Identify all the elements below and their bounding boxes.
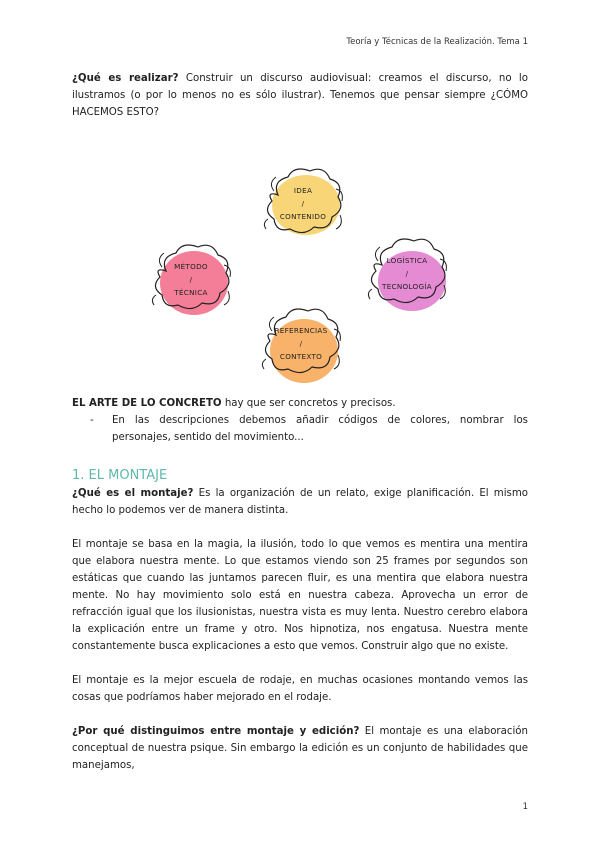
edicion-question: ¿Por qué distinguimos entre montaje y edición? (72, 726, 360, 737)
montaje-answer: Es la organización de un relato, exige planificación. El mismo hecho lo podemos ver de manera distinta. (72, 488, 529, 516)
cloud-logistica (364, 237, 450, 309)
intro-text: Construir un discurso audiovisual: creamos el discurso, no lo ilustramos (o por lo menos no es sólo ilustrar). Tenemos que pensar siempre ¿CÓMO HACEMOS ESTO? (72, 73, 528, 118)
concept-diagram (72, 125, 528, 385)
cloud-idea (260, 167, 346, 239)
page-header: Teoría y Técnicas de la Realización. Tema 1 (346, 37, 528, 47)
cloud-metodo (148, 243, 234, 315)
intro-paragraph (72, 70, 528, 121)
section-title: 1. EL MONTAJE (72, 468, 168, 483)
cloud-label: REFERENCIAS / CONTEXTO (274, 325, 328, 361)
concrete-paragraph (72, 395, 528, 412)
montaje-question-paragraph (72, 485, 528, 519)
cloud-label: IDEA / CONTENIDO (279, 185, 327, 221)
page-content (72, 70, 528, 774)
edicion-answer: El montaje es una elaboración conceptual de nuestra psique. Sin embargo la edición es un conjunto de habilidades que manejamos, (72, 726, 528, 771)
concrete-heading: EL ARTE DE LO CONCRETO (72, 398, 222, 409)
page-number: 1 (522, 802, 528, 812)
cloud-label: MÉTODO / TÉCNICA (174, 261, 208, 297)
cloud-referencias (258, 307, 344, 379)
concrete-text: hay que ser concretos y precisos. (221, 398, 396, 409)
montaje-paragraph-2: El montaje es la mejor escuela de rodaje, en muchas ocasiones montando vemos las cosas que podríamos haber mejorado en el rodaje. (72, 675, 528, 703)
montaje-question: ¿Qué es el montaje? (72, 488, 194, 499)
edicion-question-paragraph (72, 723, 528, 774)
bullet-dash: - (90, 415, 94, 426)
list-item (90, 412, 528, 446)
intro-question: ¿Qué es realizar? (72, 73, 179, 84)
montaje-paragraph-1: El montaje se basa en la magia, la ilusión, todo lo que vemos es mentira una mentira que elabora nuestra mente. Lo que estamos viendo son 25 frames por segundos son estáticas que cuando las juntamos parecen fluir, es una mentira que elabora nuestra mente. No hay movimiento solo está en nuestra cabeza. Aprovecha un error de refracción igual que los ilusionistas, nuestra vista es muy lenta. Nuestro cerebro elabora la explicación entre un frame y otro. Nos hipnotiza, nos engatusa. Nuestra mente constantemente busca explicaciones a esto que vemos. Construir algo que no existe. (72, 539, 528, 652)
cloud-label: LOGÍSTICA / TECNOLOGÍA (382, 255, 432, 291)
bullet-text: En las descripciones debemos añadir códigos de colores, nombrar los personajes, sentido del movimiento... (112, 415, 528, 443)
